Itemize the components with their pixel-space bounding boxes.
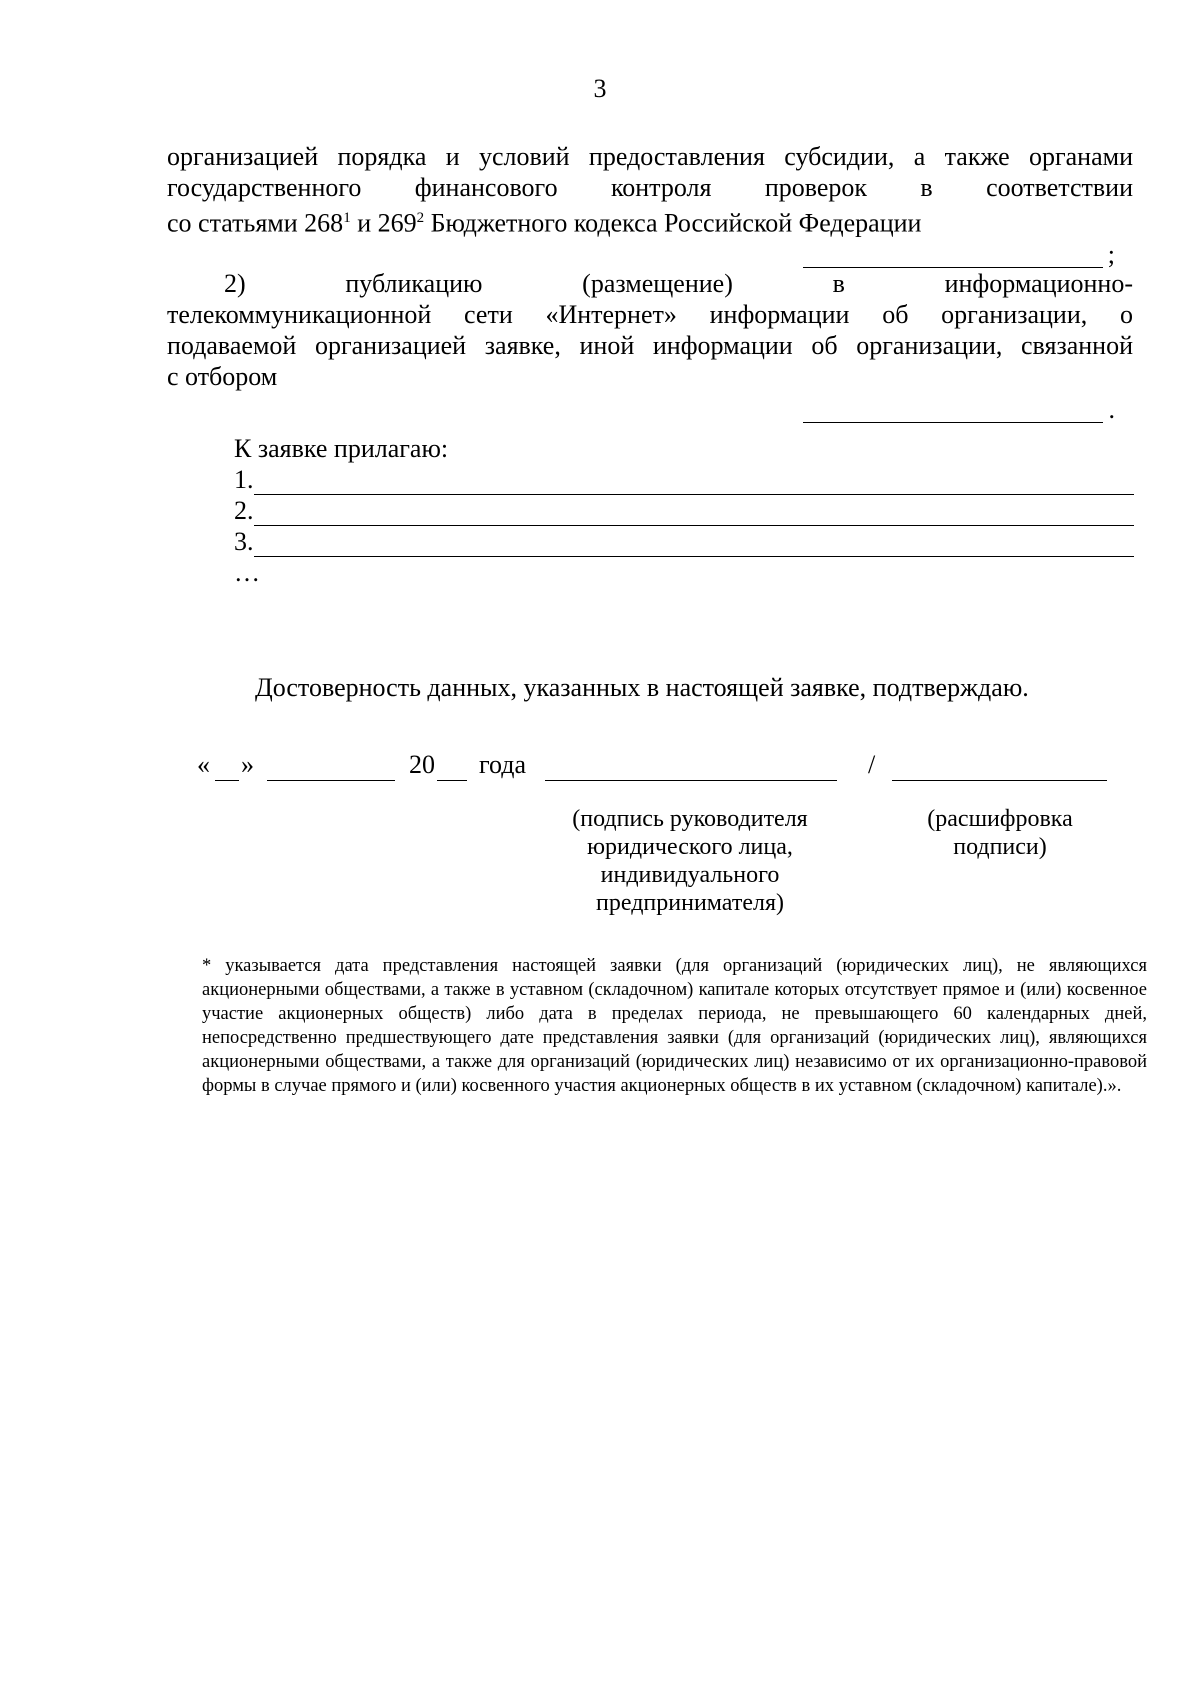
- attachment-blank[interactable]: [254, 470, 1135, 495]
- fill-in-line-2: [167, 394, 1133, 425]
- superscript: 2: [416, 210, 425, 226]
- decode-caption: (расшифровка подписи): [927, 806, 1073, 860]
- paragraph-2-line-3: подаваемой организацией заявке, иной информации об организации, связанной: [167, 331, 1133, 360]
- signature-decode-blank[interactable]: [892, 750, 1107, 781]
- attachment-number: 2.: [234, 496, 254, 525]
- text-segment: Бюджетного кодекса Российской Федерации: [424, 208, 922, 238]
- confirmation-text: Достоверность данных, указанных в настоящей заявке, подтверждаю.: [255, 673, 1029, 702]
- quote-open: «: [197, 750, 210, 779]
- signature-row: [197, 750, 1117, 784]
- fill-in-line-1: [167, 239, 1133, 270]
- superscript: 1: [343, 210, 351, 226]
- attachment-number: 3.: [234, 527, 254, 556]
- signature-blank[interactable]: [545, 750, 837, 781]
- text-segment: со статьями 268: [167, 208, 344, 238]
- attachment-blank[interactable]: [254, 532, 1135, 557]
- paragraph-2: [167, 268, 1133, 425]
- paragraph-2-line-1: 2) публикацию (размещение) в информационно-: [224, 269, 1133, 298]
- blank-field[interactable]: [803, 394, 1103, 423]
- day-blank[interactable]: [215, 750, 239, 781]
- attachment-number: 1.: [234, 465, 254, 494]
- month-blank[interactable]: [267, 750, 395, 781]
- signature-caption: (подпись руководителя юридического лица, индивидуального предпринимателя): [572, 806, 808, 916]
- paragraph-2-line-2: телекоммуникационной сети «Интернет» информации об организации, о: [167, 300, 1133, 329]
- attachment-item: [234, 464, 1134, 495]
- text-segment: и 269: [350, 208, 417, 238]
- blank-field[interactable]: [803, 239, 1103, 268]
- year-word: года: [479, 750, 527, 779]
- attachment-item: [234, 495, 1134, 526]
- year-blank[interactable]: [437, 750, 467, 781]
- attachments-heading: К заявке прилагаю:: [234, 434, 449, 463]
- attachment-item: [234, 526, 1134, 557]
- paragraph-1-line-2: государственного финансового контроля проверок в соответствии: [167, 173, 1133, 202]
- period: .: [1108, 395, 1115, 424]
- year-prefix: 20: [409, 750, 435, 779]
- attachments-ellipsis: …: [234, 558, 260, 587]
- attachment-blank[interactable]: [254, 501, 1135, 526]
- paragraph-1-line-3: [167, 203, 1133, 239]
- paragraph-1-line-1: организацией порядка и условий предоставления субсидии, а также органами: [167, 142, 1133, 171]
- paragraph-2-line-4: с отбором: [167, 362, 278, 391]
- attachments-section: [234, 433, 1134, 588]
- footnote: * указывается дата представления настоящей заявки (для организаций (юридических лиц), не являющихся акционерными обществами, а также в уставном (складочном) капитале которых отсутствует прямое и (или) косвенное участие акционерных обществ) либо дата в пределах периода, не превышающего 60 календарных дней, непосредственно предшествующего дате представления заявки (для организаций (юридических лиц), являющихся акционерными обществами, а также для организаций (юридических лиц) независимо от их организационно-правовой формы в случае прямого и (или) косвенного участия акционерных обществ в их уставном (складочном) капитале).».: [202, 956, 1147, 1096]
- slash: /: [868, 750, 876, 779]
- paragraph-1: [167, 141, 1133, 270]
- quote-close: »: [241, 750, 254, 779]
- semicolon: ;: [1107, 239, 1115, 269]
- page-number: 3: [593, 74, 607, 103]
